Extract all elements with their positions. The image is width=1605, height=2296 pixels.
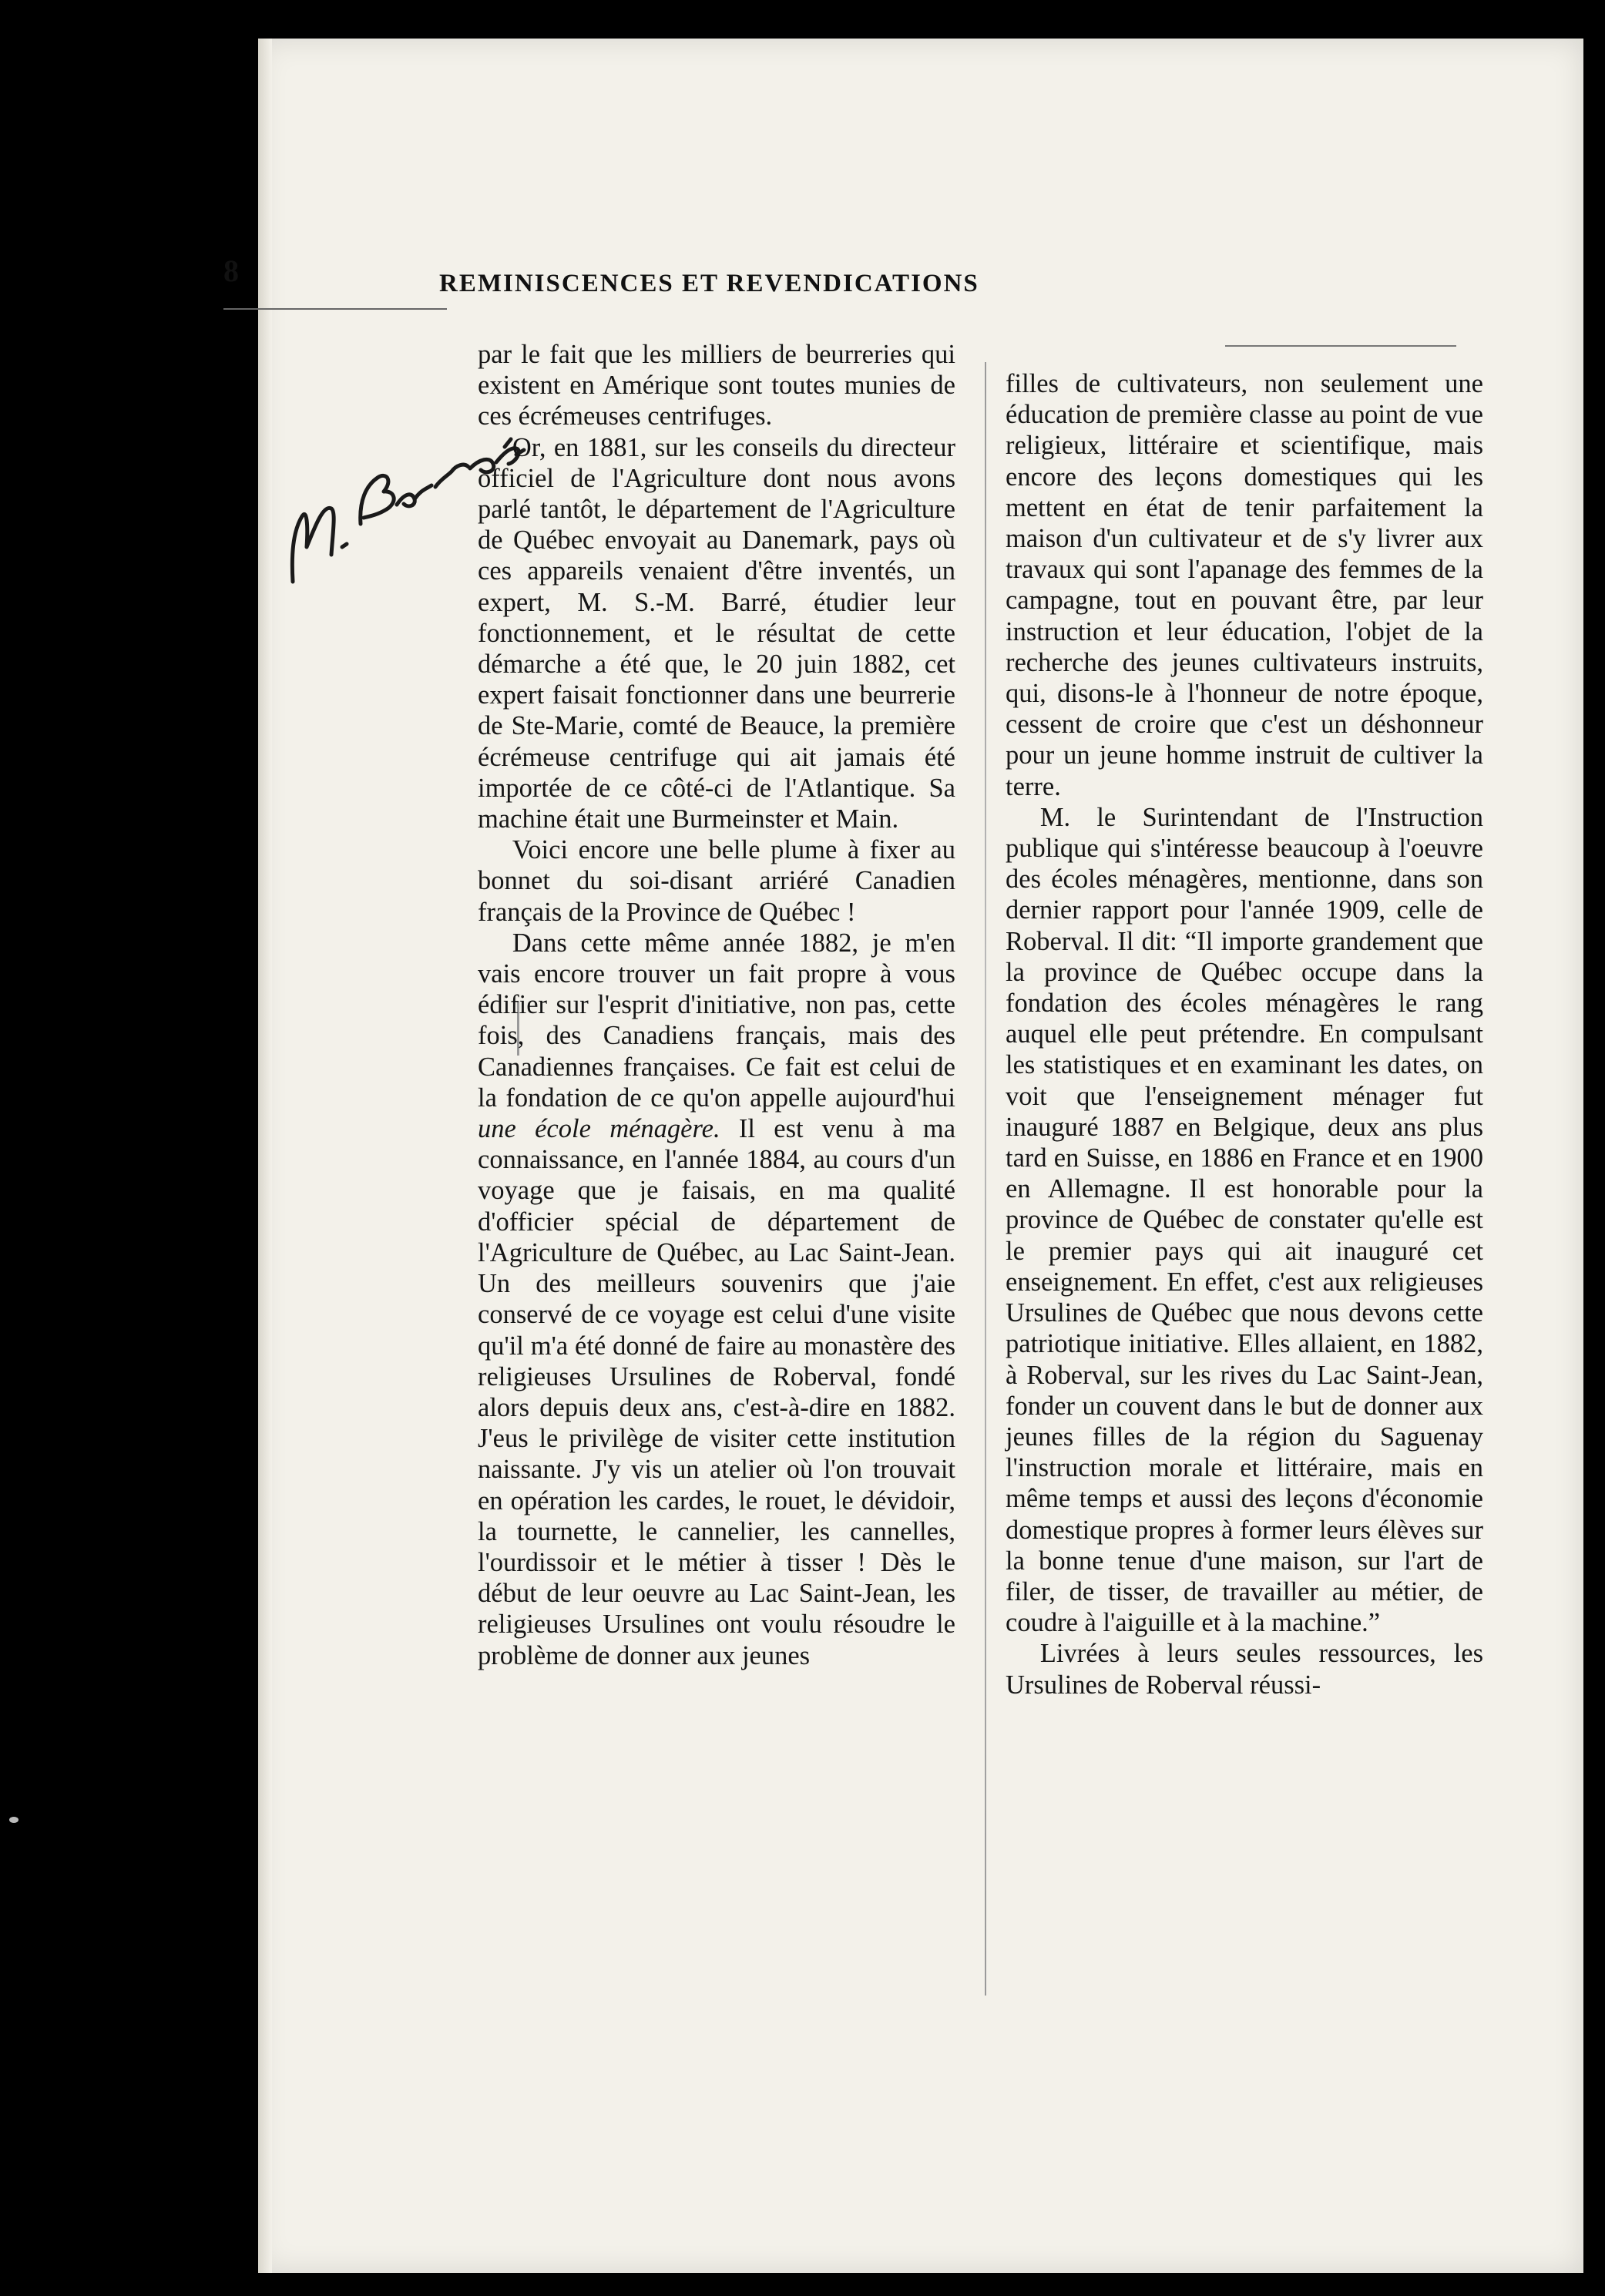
paragraph: Or, en 1881, sur les conseils du directeur officiel de l'Agriculture dont nous avons parlé tantôt, le département de l'Agriculture de Québec envoyait au Danemark, pays où ces appareils venaient d'être inventés, un expert, M. S.-M. Barré, étudier leur fonctionnement, et le résultat de cette démarche a été que, le 20 juin 1882, cet expert faisait fonctionner dans une beurrerie de Ste-Marie, comté de Beauce, la première écrémeuse centrifuge qui ait jamais été importée de ce côté-ci de l'Atlantique. Sa machine était une Burmeinster et Main.	[478, 432, 955, 834]
paragraph-text: Dans cette même année 1882, je m'en vais encore trouver un fait propre à vous édifier sur l'esprit d'initiative, non pas, cette fois, des Canadiens français, mais des Canadiennes françaises. Ce fait est celui de la fondation de ce qu'on appelle aujourd'hui	[478, 928, 955, 1113]
paragraph	[478, 928, 955, 1671]
paragraph: Livrées à leurs seules ressources, les Ursulines de Roberval réussi-	[1006, 1639, 1483, 1700]
italic-phrase: une école ménagère.	[478, 1114, 720, 1144]
paragraph: par le fait que les milliers de beurreries qui existent en Amérique sont toutes munies de ces écrémeuses centrifuges.	[478, 340, 955, 431]
paragraph: Voici encore une belle plume à fixer au bonnet du soi-disant arriéré Canadien français de la Province de Québec !	[478, 835, 955, 927]
page-edge-shadow	[258, 39, 272, 2273]
page-number: 8	[223, 253, 239, 288]
page-header	[223, 247, 1279, 297]
header-rule-right	[1225, 345, 1456, 347]
left-column	[478, 339, 955, 1671]
running-head: REMINISCENCES ET REVENDICATIONS	[439, 270, 979, 297]
header-rule-left	[223, 308, 447, 310]
paragraph-text: Il est venu à ma connaissance, en l'année 1884, au cours d'un voyage que je faisais, en ma qualité d'officier spécial de département de l'Agriculture de Québec, au Lac Saint-Jean. Un des meilleurs souvenirs que j'aie conservé de ce voyage est celui d'une visite qu'il m'a été donné de faire au monastère des religieuses Ursulines de Roberval, fondé alors depuis deux ans, c'est-à-dire en 1882. J'eus le privilège de visiter cette institution naissante. J'y vis un atelier où l'on trouvait en opération les cardes, le rouet, le dévidoir, la tournette, le cannelier, les cannelles, l'ourdissoir et le métier à tisser ! Dès le début de leur oeuvre au Lac Saint-Jean, les religieuses Ursulines ont voulu résoudre le problème de donner aux jeunes	[478, 1114, 956, 1670]
scan-artifact	[9, 1817, 18, 1823]
column-divider	[985, 362, 986, 1996]
paragraph: filles de cultivateurs, non seulement une éducation de première classe au point de vue religieux, littéraire et scientifique, mais encore des leçons domestiques qui les mettent en état de tenir parfaitement la maison d'un cultivateur et de s'y livrer aux travaux qui sont l'apanage des femmes de la campagne, tout en pouvant être, par leur instruction et leur éducation, l'objet de la recherche des jeunes cultivateurs instruits, qui, disons-le à l'honneur de notre époque, cessent de croire que c'est un déshonneur pour un jeune homme instruit de cultiver la terre.	[1006, 369, 1483, 801]
right-column	[1006, 368, 1483, 1700]
paragraph: M. le Surintendant de l'Instruction publique qui s'intéresse beaucoup à l'oeuvre des écoles ménagères, mentionne, dans son dernier rapport pour l'année 1909, celle de Roberval. Il dit: “Il importe grandement que la province de Québec occupe dans la fondation des écoles ménagères le rang auquel elle peut prétendre. En compulsant les statistiques et en examinant les dates, on voit que l'enseignement ménager fut inauguré 1887 en Belgique, deux ans plus tard en Suisse, en 1886 en France et en 1900 en Allemagne. Il est honorable pour la province de Québec de constater qu'elle est le premier pays qui ait inauguré cet enseignement. En effet, c'est aux religieuses Ursulines de Québec que nous devons cette patriotique initiative. Elles allaient, en 1882, à Roberval, sur les rives du Lac Saint-Jean, fonder un couvent dans le but de donner aux jeunes filles de la région du Saguenay l'instruction morale et littéraire, mais en même temps et aussi des leçons d'économie domestique propres à former leurs élèves sur la bonne tenue d'une maison, sur l'art de filer, de tisser, de travailler au métier, de coudre à l'aiguille et à la machine.”	[1006, 802, 1483, 1638]
